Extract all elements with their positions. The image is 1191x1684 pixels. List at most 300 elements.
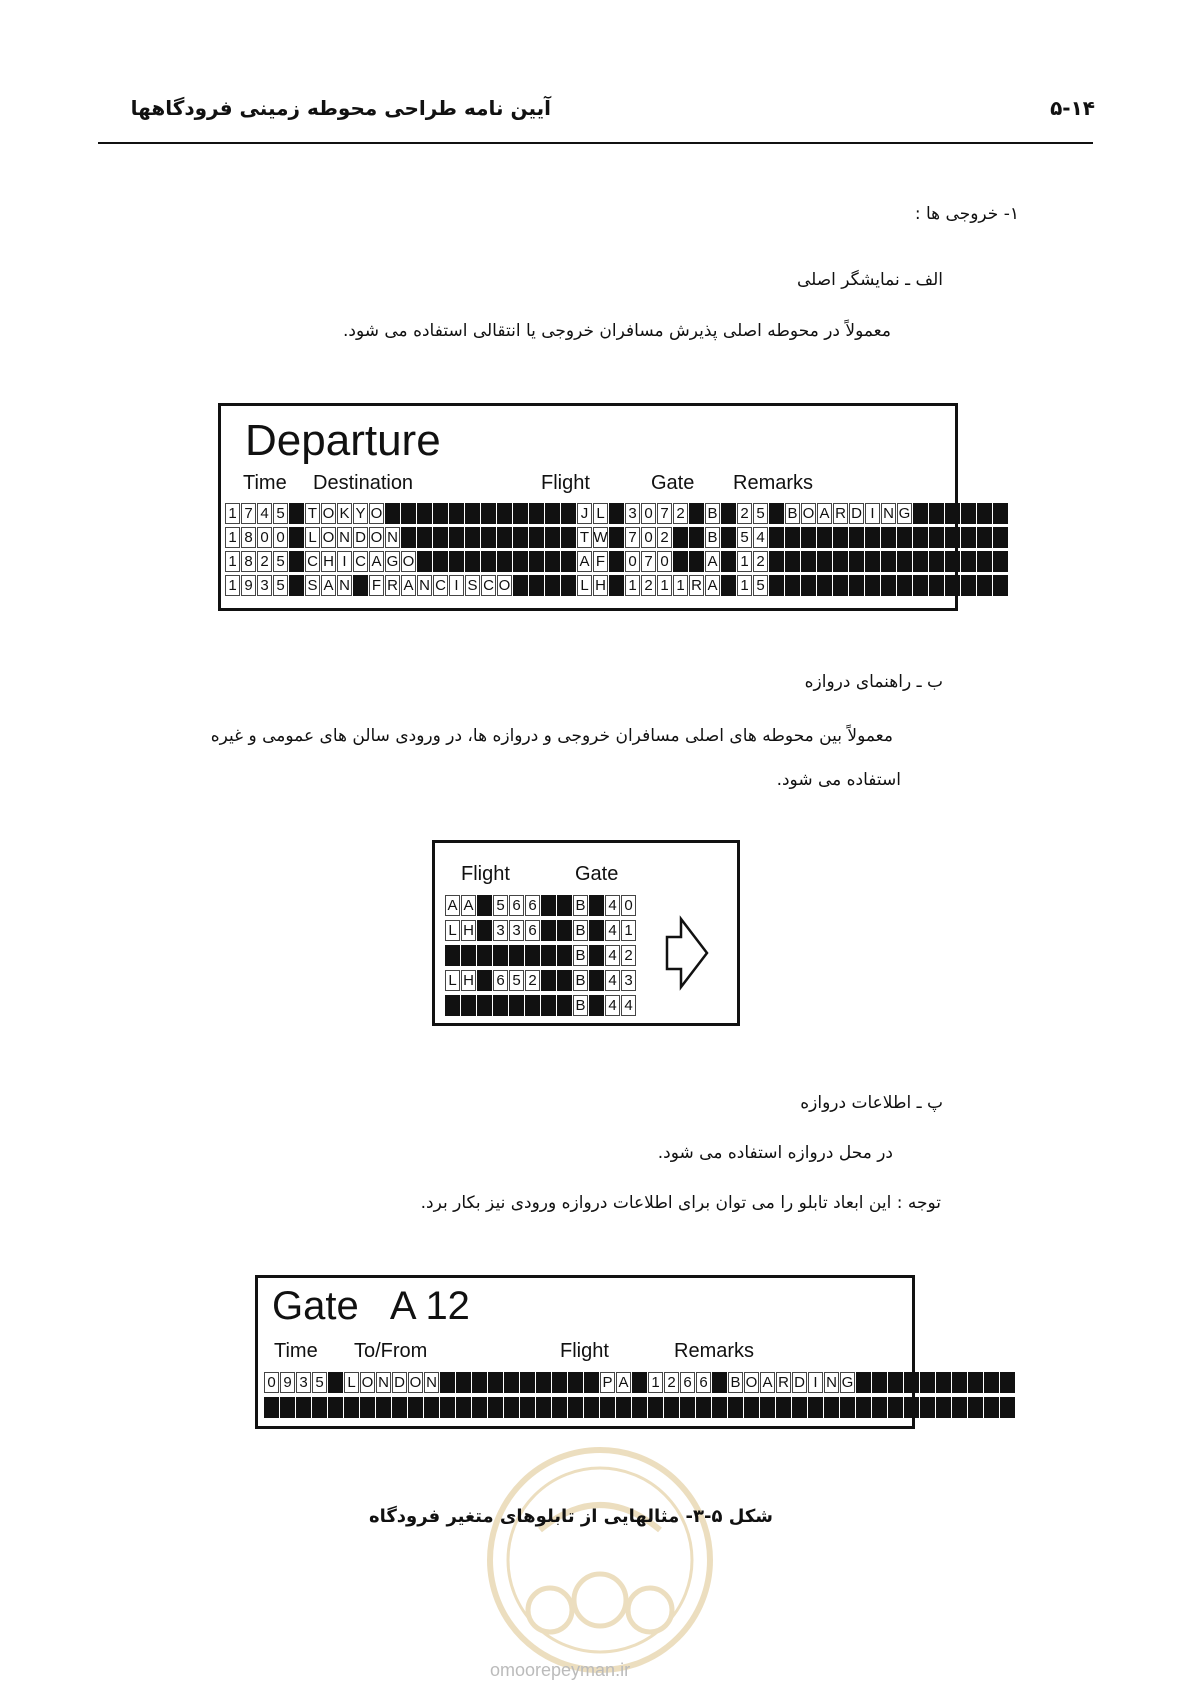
flap-cell: 0 xyxy=(625,551,640,572)
flap-cell xyxy=(721,575,736,596)
flap-cell: 2 xyxy=(737,503,752,524)
flap-cell xyxy=(568,1397,583,1418)
flap-cell xyxy=(968,1372,983,1393)
flap-cell xyxy=(865,551,880,572)
flap-cell xyxy=(897,527,912,548)
flap-cell: B xyxy=(705,503,720,524)
flap-cell xyxy=(936,1372,951,1393)
flap-cell: 3 xyxy=(625,503,640,524)
flap-cell: 3 xyxy=(296,1372,311,1393)
flap-cell xyxy=(417,527,432,548)
flap-cell: 3 xyxy=(257,575,272,596)
flap-cell: 2 xyxy=(641,575,656,596)
gate-guide-row xyxy=(445,970,637,993)
flap-cell: 6 xyxy=(509,895,524,916)
subheading-gate-info: پ ـ اطلاعات دروازه xyxy=(800,1093,943,1113)
flap-cell xyxy=(977,575,992,596)
flap-cell: 3 xyxy=(621,970,636,991)
flap-cell xyxy=(920,1397,935,1418)
flap-cell xyxy=(497,503,512,524)
flap-cell xyxy=(929,551,944,572)
flap-cell xyxy=(849,551,864,572)
flap-cell xyxy=(817,575,832,596)
watermark-seal-icon xyxy=(480,1440,720,1680)
flap-cell xyxy=(609,503,624,524)
flap-cell: Y xyxy=(353,503,368,524)
flap-cell xyxy=(913,551,928,572)
paragraph-gate-guide-cont: استفاده می شود. xyxy=(776,770,901,790)
flap-cell xyxy=(872,1372,887,1393)
gate-info-row xyxy=(264,1397,1016,1420)
flap-cell xyxy=(493,995,508,1016)
flap-cell: 5 xyxy=(273,575,288,596)
flap-cell xyxy=(529,527,544,548)
flap-cell: 9 xyxy=(241,575,256,596)
flap-cell: P xyxy=(600,1372,615,1393)
gate-guide-row xyxy=(445,945,637,968)
flap-cell: 5 xyxy=(493,895,508,916)
flap-cell: C xyxy=(305,551,320,572)
flap-cell xyxy=(568,1372,583,1393)
flap-cell xyxy=(449,503,464,524)
flap-cell: 1 xyxy=(225,527,240,548)
flap-cell: 4 xyxy=(257,503,272,524)
flap-cell xyxy=(929,527,944,548)
subheading-gate-guide: ب ـ راهنمای دروازه xyxy=(804,672,943,692)
flap-cell xyxy=(801,575,816,596)
flap-cell: B xyxy=(705,527,720,548)
flap-cell: 4 xyxy=(621,995,636,1016)
flap-cell: B xyxy=(573,895,588,916)
flap-cell: H xyxy=(593,575,608,596)
flap-cell: 8 xyxy=(241,527,256,548)
flap-cell xyxy=(408,1397,423,1418)
flap-cell: J xyxy=(577,503,592,524)
flap-cell xyxy=(513,551,528,572)
flap-cell xyxy=(541,970,556,991)
flap-cell: 8 xyxy=(241,551,256,572)
departure-board xyxy=(218,403,958,611)
flap-cell xyxy=(648,1397,663,1418)
flap-cell xyxy=(785,527,800,548)
flap-cell xyxy=(456,1397,471,1418)
flap-cell xyxy=(376,1397,391,1418)
flap-cell xyxy=(328,1397,343,1418)
flap-cell: 0 xyxy=(264,1372,279,1393)
flap-cell: N xyxy=(881,503,896,524)
flap-cell xyxy=(817,551,832,572)
flap-cell xyxy=(913,527,928,548)
flap-cell xyxy=(561,575,576,596)
flap-cell xyxy=(993,575,1008,596)
flap-cell: 1 xyxy=(225,503,240,524)
flap-cell xyxy=(609,575,624,596)
flap-cell xyxy=(673,551,688,572)
flap-cell xyxy=(561,551,576,572)
flap-cell xyxy=(897,575,912,596)
flap-cell xyxy=(993,527,1008,548)
flap-cell xyxy=(545,575,560,596)
flap-cell: H xyxy=(461,970,476,991)
flap-cell xyxy=(721,503,736,524)
flap-cell: 1 xyxy=(625,575,640,596)
flap-cell xyxy=(824,1397,839,1418)
flap-cell: D xyxy=(392,1372,407,1393)
flap-cell xyxy=(600,1397,615,1418)
flap-cell xyxy=(433,527,448,548)
flap-cell xyxy=(360,1397,375,1418)
flap-cell: 7 xyxy=(241,503,256,524)
flap-cell: 1 xyxy=(225,551,240,572)
flap-cell: B xyxy=(728,1372,743,1393)
flap-cell xyxy=(417,551,432,572)
flap-cell: 0 xyxy=(257,527,272,548)
flap-cell xyxy=(696,1397,711,1418)
flap-cell xyxy=(445,945,460,966)
flap-cell: N xyxy=(417,575,432,596)
flap-cell xyxy=(520,1372,535,1393)
flap-cell: 4 xyxy=(605,945,620,966)
departure-header-time: Time xyxy=(243,472,287,494)
subheading-main-display: الف ـ نمایشگر اصلی xyxy=(796,270,943,290)
flap-cell xyxy=(721,527,736,548)
flap-cell xyxy=(465,551,480,572)
flap-cell: 0 xyxy=(657,551,672,572)
flap-cell xyxy=(353,575,368,596)
flap-cell: S xyxy=(305,575,320,596)
flap-cell: O xyxy=(802,505,815,522)
flap-cell xyxy=(328,1372,343,1393)
flap-cell: C xyxy=(481,575,496,596)
flap-cell: S xyxy=(465,575,480,596)
gate-guide-row xyxy=(445,895,637,918)
flap-cell: 6 xyxy=(696,1372,711,1393)
flap-cell xyxy=(840,1397,855,1418)
flap-cell: A xyxy=(760,1372,775,1393)
flap-cell xyxy=(477,945,492,966)
flap-cell: 5 xyxy=(273,551,288,572)
flap-cell: I xyxy=(337,551,352,572)
note-text: توجه : این ابعاد تابلو را می توان برای اطلاعات دروازه ورودی نیز بکار برد. xyxy=(420,1193,941,1213)
flap-cell xyxy=(769,503,784,524)
flap-cell xyxy=(801,527,816,548)
flap-cell xyxy=(833,527,848,548)
flap-cell xyxy=(472,1372,487,1393)
flap-cell xyxy=(541,920,556,941)
flap-cell: T xyxy=(577,527,592,548)
flap-cell: H xyxy=(461,920,476,941)
flap-cell: B xyxy=(573,945,588,966)
gate-info-header-time: Time xyxy=(274,1340,318,1362)
flap-cell xyxy=(433,551,448,572)
flap-cell xyxy=(817,527,832,548)
flap-cell: N xyxy=(824,1372,839,1393)
flap-cell xyxy=(488,1397,503,1418)
flap-cell xyxy=(904,1372,919,1393)
flap-cell: C xyxy=(433,575,448,596)
flap-cell xyxy=(961,551,976,572)
flap-cell xyxy=(509,995,524,1016)
flap-cell xyxy=(504,1397,519,1418)
flap-cell xyxy=(401,503,416,524)
flap-cell xyxy=(477,920,492,941)
flap-cell: 6 xyxy=(525,895,540,916)
flap-cell: A xyxy=(461,895,476,916)
flap-cell xyxy=(477,970,492,991)
flap-cell xyxy=(289,575,304,596)
flap-cell xyxy=(769,575,784,596)
flap-cell xyxy=(545,551,560,572)
flap-cell: O xyxy=(322,505,335,522)
flap-cell: O xyxy=(402,553,415,570)
gate-guide-row xyxy=(445,995,637,1018)
flap-cell xyxy=(289,503,304,524)
flap-cell: F xyxy=(369,575,384,596)
flap-cell xyxy=(849,527,864,548)
flap-cell: 3 xyxy=(509,920,524,941)
flap-cell: B xyxy=(573,920,588,941)
flap-cell: 2 xyxy=(673,503,688,524)
flap-cell xyxy=(945,575,960,596)
flap-cell: L xyxy=(305,527,320,548)
flap-cell xyxy=(769,527,784,548)
flap-cell xyxy=(888,1372,903,1393)
gate-info-header-tofrom: To/From xyxy=(354,1340,428,1362)
flap-cell: G xyxy=(898,505,911,522)
flap-cell: D xyxy=(792,1372,807,1393)
flap-cell xyxy=(461,945,476,966)
flap-cell xyxy=(472,1397,487,1418)
flap-cell: O xyxy=(370,505,383,522)
flap-cell: O xyxy=(370,529,383,546)
flap-cell: 2 xyxy=(621,945,636,966)
flap-cell xyxy=(993,551,1008,572)
flap-cell: R xyxy=(689,575,704,596)
flap-cell: 0 xyxy=(621,895,636,916)
flap-cell: 5 xyxy=(509,970,524,991)
departure-row xyxy=(225,503,1009,526)
flap-cell: L xyxy=(445,970,460,991)
flap-cell: A xyxy=(369,551,384,572)
flap-cell: 0 xyxy=(273,527,288,548)
flap-cell: 1 xyxy=(621,920,636,941)
flap-cell xyxy=(465,527,480,548)
flap-cell xyxy=(344,1397,359,1418)
flap-cell: N xyxy=(337,527,352,548)
flap-cell xyxy=(449,551,464,572)
flap-cell: A xyxy=(321,575,336,596)
flap-cell xyxy=(977,551,992,572)
flap-cell xyxy=(792,1397,807,1418)
flap-cell xyxy=(984,1372,999,1393)
flap-cell: I xyxy=(808,1372,823,1393)
flap-cell: N xyxy=(424,1372,439,1393)
flap-cell: 1 xyxy=(737,575,752,596)
flap-cell xyxy=(541,995,556,1016)
flap-cell xyxy=(481,503,496,524)
flap-cell xyxy=(952,1372,967,1393)
flap-cell: 6 xyxy=(493,970,508,991)
flap-cell xyxy=(664,1397,679,1418)
flap-cell xyxy=(525,995,540,1016)
flap-cell xyxy=(497,527,512,548)
flap-cell: 1 xyxy=(225,575,240,596)
flap-cell xyxy=(552,1397,567,1418)
flap-cell: 5 xyxy=(737,527,752,548)
flap-cell xyxy=(264,1397,279,1418)
flap-cell: 2 xyxy=(525,970,540,991)
flap-cell: 5 xyxy=(753,575,768,596)
flap-cell xyxy=(289,551,304,572)
flap-cell xyxy=(712,1372,727,1393)
flap-cell: F xyxy=(593,551,608,572)
flap-cell xyxy=(680,1397,695,1418)
flap-cell xyxy=(961,575,976,596)
flap-cell xyxy=(289,527,304,548)
flap-cell xyxy=(557,995,572,1016)
flap-cell: 1 xyxy=(673,575,688,596)
departure-row xyxy=(225,527,1009,550)
flap-cell xyxy=(392,1397,407,1418)
flap-cell xyxy=(589,970,604,991)
flap-cell xyxy=(673,527,688,548)
flap-cell xyxy=(541,895,556,916)
flap-cell xyxy=(936,1397,951,1418)
flap-cell xyxy=(513,503,528,524)
right-arrow-icon xyxy=(663,913,711,993)
departure-row xyxy=(225,551,1009,574)
flap-cell: C xyxy=(353,551,368,572)
flap-cell: O xyxy=(409,1374,422,1391)
flap-cell xyxy=(561,527,576,548)
flap-cell xyxy=(632,1397,647,1418)
flap-cell: L xyxy=(445,920,460,941)
flap-cell: 7 xyxy=(625,527,640,548)
flap-cell xyxy=(589,995,604,1016)
flap-cell xyxy=(589,920,604,941)
flap-cell: G xyxy=(841,1374,854,1391)
flap-cell xyxy=(509,945,524,966)
flap-cell xyxy=(488,1372,503,1393)
departure-header-remarks: Remarks xyxy=(733,472,814,494)
flap-cell xyxy=(881,551,896,572)
flap-cell: 4 xyxy=(753,527,768,548)
flap-cell xyxy=(477,895,492,916)
flap-cell xyxy=(769,551,784,572)
gate-info-row xyxy=(264,1372,1016,1395)
flap-cell xyxy=(557,945,572,966)
flap-cell xyxy=(440,1372,455,1393)
flap-cell xyxy=(856,1397,871,1418)
flap-cell xyxy=(541,945,556,966)
flap-cell xyxy=(529,551,544,572)
flap-cell: 1 xyxy=(657,575,672,596)
flap-cell xyxy=(493,945,508,966)
flap-cell: B xyxy=(785,503,800,524)
flap-cell xyxy=(545,503,560,524)
flap-cell xyxy=(833,575,848,596)
gate-info-header-remarks: Remarks xyxy=(674,1340,755,1362)
flap-cell: 5 xyxy=(312,1372,327,1393)
flap-cell xyxy=(312,1397,327,1418)
flap-cell xyxy=(449,527,464,548)
flap-cell xyxy=(897,551,912,572)
flap-cell: A xyxy=(705,551,720,572)
flap-cell xyxy=(529,575,544,596)
flap-cell xyxy=(424,1397,439,1418)
flap-cell xyxy=(888,1397,903,1418)
flap-cell: 2 xyxy=(657,527,672,548)
flap-cell: 7 xyxy=(657,503,672,524)
flap-cell xyxy=(913,575,928,596)
flap-cell xyxy=(833,551,848,572)
gate-guide-header-flight: Flight xyxy=(461,863,510,885)
flap-cell xyxy=(808,1397,823,1418)
flap-cell xyxy=(477,995,492,1016)
flap-cell xyxy=(865,575,880,596)
flap-cell xyxy=(712,1397,727,1418)
flap-cell xyxy=(609,551,624,572)
flap-cell xyxy=(589,945,604,966)
flap-cell: 4 xyxy=(605,970,620,991)
flap-cell xyxy=(929,575,944,596)
flap-cell: I xyxy=(449,575,464,596)
flap-cell xyxy=(744,1397,759,1418)
flap-cell: 5 xyxy=(753,503,768,524)
flap-cell xyxy=(433,503,448,524)
flap-cell: 4 xyxy=(605,895,620,916)
flap-cell xyxy=(849,575,864,596)
flap-cell: O xyxy=(498,577,511,594)
flap-cell xyxy=(465,503,480,524)
flap-cell: R xyxy=(385,575,400,596)
flap-cell: L xyxy=(577,575,592,596)
flap-cell xyxy=(401,527,416,548)
flap-cell xyxy=(557,895,572,916)
flap-cell: 4 xyxy=(605,920,620,941)
flap-cell xyxy=(913,503,928,524)
flap-cell: A xyxy=(445,895,460,916)
flap-cell xyxy=(440,1397,455,1418)
flap-cell: A xyxy=(616,1372,631,1393)
flap-cell xyxy=(785,575,800,596)
flap-cell xyxy=(529,503,544,524)
flap-cell: G xyxy=(386,553,399,570)
flap-cell xyxy=(557,920,572,941)
flap-cell: 2 xyxy=(664,1372,679,1393)
flap-cell: W xyxy=(593,529,608,546)
flap-cell xyxy=(760,1397,775,1418)
flap-cell xyxy=(776,1397,791,1418)
flap-cell: 2 xyxy=(257,551,272,572)
watermark-text: omoorepeyman.ir xyxy=(490,1660,631,1680)
gate-guide-header-gate: Gate xyxy=(575,863,619,885)
flap-cell xyxy=(1000,1372,1015,1393)
flap-cell: 4 xyxy=(605,995,620,1016)
flap-cell: B xyxy=(573,970,588,991)
flap-cell xyxy=(584,1372,599,1393)
flap-cell xyxy=(520,1397,535,1418)
flap-cell xyxy=(689,551,704,572)
flap-cell xyxy=(961,527,976,548)
flap-cell xyxy=(881,527,896,548)
flap-cell xyxy=(1000,1397,1015,1418)
section-heading-departures: ۱- خروجی ها : xyxy=(914,204,1019,224)
flap-cell xyxy=(689,527,704,548)
gate-info-board xyxy=(255,1275,915,1429)
flap-cell xyxy=(920,1372,935,1393)
flap-cell xyxy=(977,503,992,524)
